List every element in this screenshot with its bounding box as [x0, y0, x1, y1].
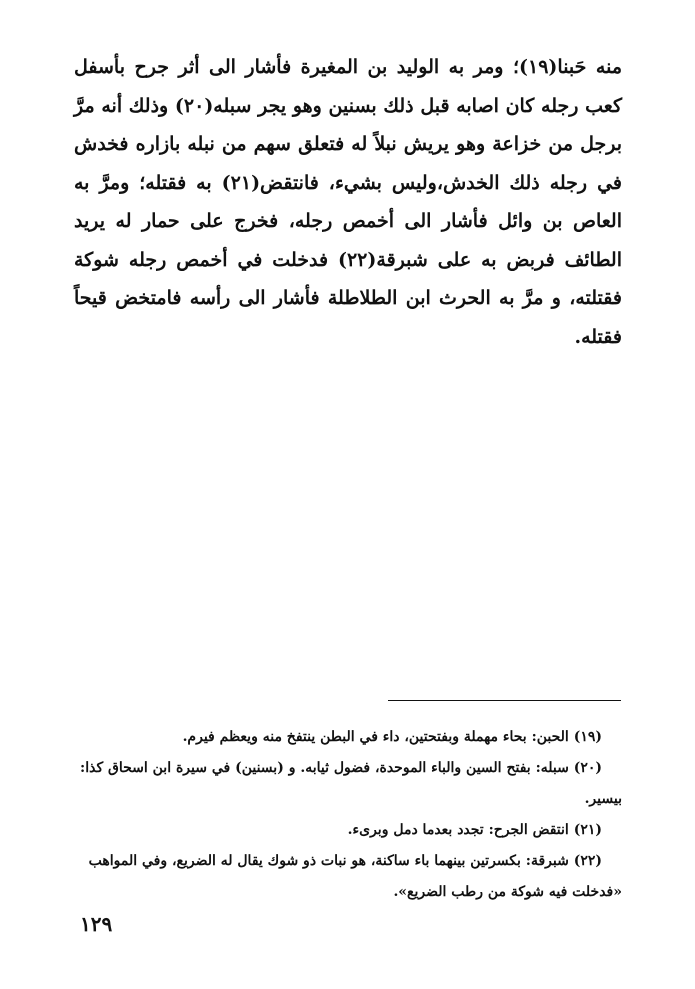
- footnote-20: (٢٠) سبله: بفتح السين والباء الموحدة، فضول ثيابه. و (بسنين) في سيرة ابن اسحاق كذا:: [80, 760, 602, 776]
- main-text-block: [74, 48, 622, 356]
- footnote-22-continuation: «فدخلت فيه شوكة من رطب الضريع».: [393, 884, 622, 900]
- footnote-22: (٢٢) شبرقة: بكسرتين بينهما باء ساكنة، هو نبات ذو شوك يقال له الضريع، وفي المواهب: [88, 853, 602, 869]
- main-paragraph: منه حَبنا(١٩)؛ ومر به الوليد بن المغيرة فأشار الى أثر جرح بأسفل كعب رجله كان اصابه قبل ذلك بسنين وهو يجر سبله(٢٠) وذلك أنه مرَّ برجل من خزاعة وهو يريش نبلاً له فتعلق سهم من نبله بازاره فخدش في رجله ذلك الخدش،وليس بشيء، فانتقض(٢١) به فقتله؛ ومرَّ به العاص بن وائل فأشار الى أخمص رجله، فخرج على حمار له يريد الطائف فربض به على شبرقة(٢٢) فدخلت في أخمص رجله شوكة فقتلته، و مرَّ به الحرث ابن الطلاطلة فأشار الى رأسه فامتخض قيحاً فقتله.: [74, 56, 623, 348]
- page-number: ١٢٩: [80, 912, 113, 936]
- footnote-19: (١٩) الحبن: بحاء مهملة وبفتحتين، داء في البطن ينتفخ منه ويعظم فيرم.: [182, 729, 602, 745]
- footnotes-block: [74, 722, 622, 908]
- footnote-divider: [388, 700, 621, 701]
- footnote-20-continuation: بيسير.: [584, 791, 622, 807]
- footnote-21: (٢١) انتقض الجرح: تجدد بعدما دمل وبرىء.: [347, 822, 602, 838]
